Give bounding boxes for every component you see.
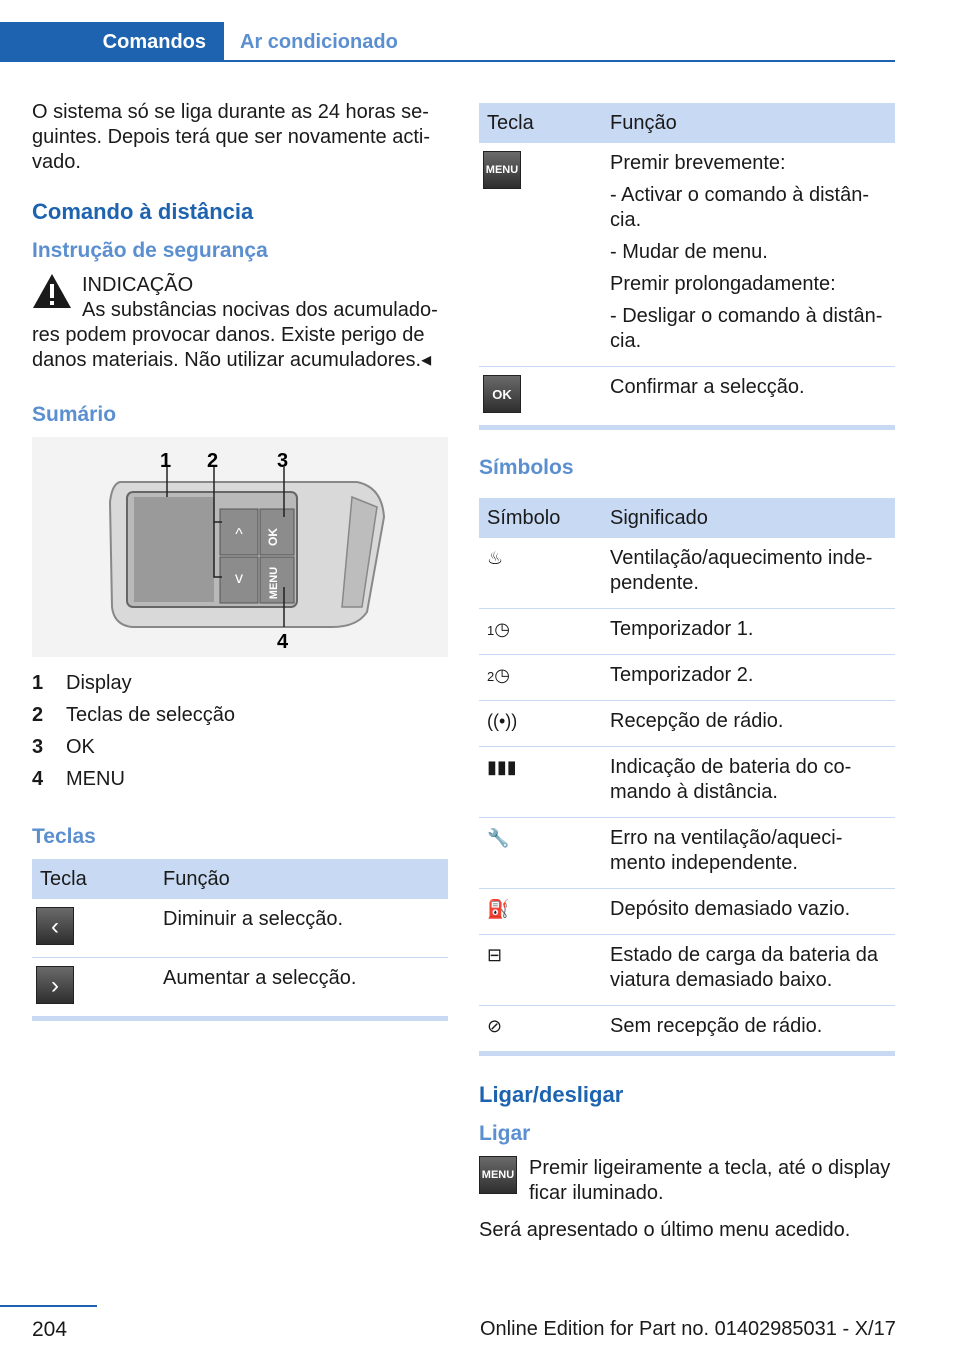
- symbol-meaning: Ventilação/aquecimento inde-pendente.: [602, 538, 895, 609]
- intro-text: O sistema só se liga durante as 24 horas se-guintes. Depois terá que ser novamente acti-vado.: [32, 101, 430, 173]
- right-column: [479, 103, 895, 1249]
- symbol-meaning: Erro na ventilação/aqueci-mento independente.: [602, 818, 895, 889]
- legend-item: [32, 667, 448, 699]
- ventilation-icon: ♨: [487, 548, 504, 568]
- col-function: Função: [602, 103, 895, 143]
- callout-2: 2: [207, 450, 219, 472]
- timer-number: 1: [487, 623, 495, 638]
- keys-table: [32, 859, 448, 1021]
- svg-text:^: ^: [235, 526, 243, 543]
- radio-reception-icon: ((•)): [487, 711, 518, 731]
- key-function: Aumentar a selecção.: [155, 958, 448, 1019]
- table-row: [479, 935, 895, 1006]
- callout-3: 3: [277, 450, 289, 472]
- legend-item: [32, 731, 448, 763]
- fuel-icon: ⛽: [487, 899, 510, 919]
- timer-1-icon: 1◷: [487, 619, 510, 639]
- symbol-meaning: Depósito demasiado vazio.: [602, 889, 895, 935]
- remote-key-illustration: [32, 437, 448, 657]
- table-row: [479, 818, 895, 889]
- figure-legend: [32, 667, 448, 795]
- callout-4: 4: [277, 631, 289, 653]
- table-row: [479, 367, 895, 428]
- legend-number: 3: [32, 736, 44, 758]
- wrench-icon: 🔧: [487, 828, 510, 848]
- key-function: Diminuir a selecção.: [155, 899, 448, 958]
- table-row: [479, 889, 895, 935]
- symbol-meaning: Temporizador 2.: [602, 655, 895, 701]
- vehicle-battery-icon: ⊟: [487, 945, 503, 965]
- battery-icon: ▮▮▮: [487, 757, 517, 777]
- symbol-meaning: Estado de carga da bateria da viatura demasiado baixo.: [602, 935, 895, 1006]
- function-table: [479, 103, 895, 430]
- legend-text: MENU: [66, 768, 125, 790]
- col-key: Tecla: [32, 859, 155, 899]
- legend-item: [32, 763, 448, 795]
- symbol-meaning: Recepção de rádio.: [602, 701, 895, 747]
- menu-function-line: - Mudar de menu.: [610, 241, 768, 263]
- switch-on-text: Premir ligeiramente a tecla, até o display ficar iluminado.: [529, 1157, 891, 1204]
- legend-text: Teclas de selecção: [66, 704, 235, 726]
- symbol-meaning: Indicação de bateria do co-mando à distância.: [602, 747, 895, 818]
- table-row: [32, 958, 448, 1019]
- ok-function: Confirmar a selecção.: [602, 367, 895, 428]
- warning-text: As substâncias nocivas dos acumulado-res podem provocar danos. Existe perigo de danos materiais. Não utilizar acumuladores.◂: [32, 299, 438, 371]
- table-row: [32, 899, 448, 958]
- warning-triangle-icon: [32, 273, 72, 309]
- menu-key-icon: MENU: [483, 151, 521, 189]
- menu-function-line: - Activar o comando à distân-cia.: [610, 184, 870, 231]
- col-function: Função: [155, 859, 448, 899]
- remote-key-figure: [32, 437, 448, 657]
- left-column: [32, 100, 448, 1021]
- menu-key-icon: MENU: [479, 1156, 517, 1194]
- switch-on-step: [479, 1156, 895, 1212]
- heading-remote-control: Comando à distância: [32, 199, 254, 224]
- timer-number: 2: [487, 669, 495, 684]
- chevron-right-icon: ›: [36, 966, 74, 1004]
- table-row: [479, 655, 895, 701]
- warning-notice: [32, 273, 448, 373]
- col-symbol: Símbolo: [479, 498, 602, 538]
- footer-rule: [0, 1305, 97, 1307]
- table-row: [479, 609, 895, 655]
- tab-air-conditioning[interactable]: Ar condicionado: [240, 30, 398, 53]
- table-row: [479, 538, 895, 609]
- heading-summary: Sumário: [32, 403, 117, 426]
- symbol-meaning: Sem recepção de rádio.: [602, 1006, 895, 1054]
- svg-text:v: v: [235, 570, 243, 587]
- table-row: [479, 143, 895, 367]
- menu-function-line: Premir prolongadamente:: [610, 273, 836, 295]
- page-number: 204: [32, 1318, 68, 1341]
- heading-symbols: Símbolos: [479, 456, 574, 479]
- chevron-left-icon: ‹: [36, 907, 74, 945]
- symbol-meaning: Temporizador 1.: [602, 609, 895, 655]
- legend-number: 1: [32, 672, 44, 694]
- warning-title: INDICAÇÃO: [82, 274, 194, 296]
- timer-2-icon: 2◷: [487, 665, 510, 685]
- edition-info: Online Edition for Part no. 01402985031 - X/17: [480, 1318, 896, 1340]
- legend-item: [32, 699, 448, 731]
- legend-text: Display: [66, 672, 132, 694]
- table-row: [479, 701, 895, 747]
- menu-function-line: - Desligar o comando à distân-cia.: [610, 305, 883, 352]
- switch-on-result: Será apresentado o último menu acedido.: [479, 1219, 851, 1241]
- no-radio-icon: ⊘: [487, 1016, 503, 1036]
- chapter-tabs: [0, 22, 895, 62]
- heading-keys: Teclas: [32, 825, 96, 848]
- col-meaning: Significado: [602, 498, 895, 538]
- table-row: [479, 747, 895, 818]
- figure-key-menu: MENU: [268, 566, 280, 600]
- heading-safety: Instrução de segurança: [32, 239, 268, 262]
- menu-function-line: Premir brevemente:: [610, 152, 786, 174]
- tab-commands[interactable]: Comandos: [0, 22, 224, 62]
- table-row: [479, 1006, 895, 1054]
- col-key: Tecla: [479, 103, 602, 143]
- heading-switch-on: Ligar: [479, 1122, 531, 1145]
- figure-key-ok: OK: [266, 528, 280, 546]
- heading-on-off: Ligar/desligar: [479, 1082, 624, 1107]
- legend-number: 4: [32, 768, 44, 790]
- callout-1: 1: [160, 450, 172, 472]
- symbols-table: [479, 498, 895, 1056]
- legend-number: 2: [32, 704, 44, 726]
- ok-key-icon: OK: [483, 375, 521, 413]
- legend-text: OK: [66, 736, 95, 758]
